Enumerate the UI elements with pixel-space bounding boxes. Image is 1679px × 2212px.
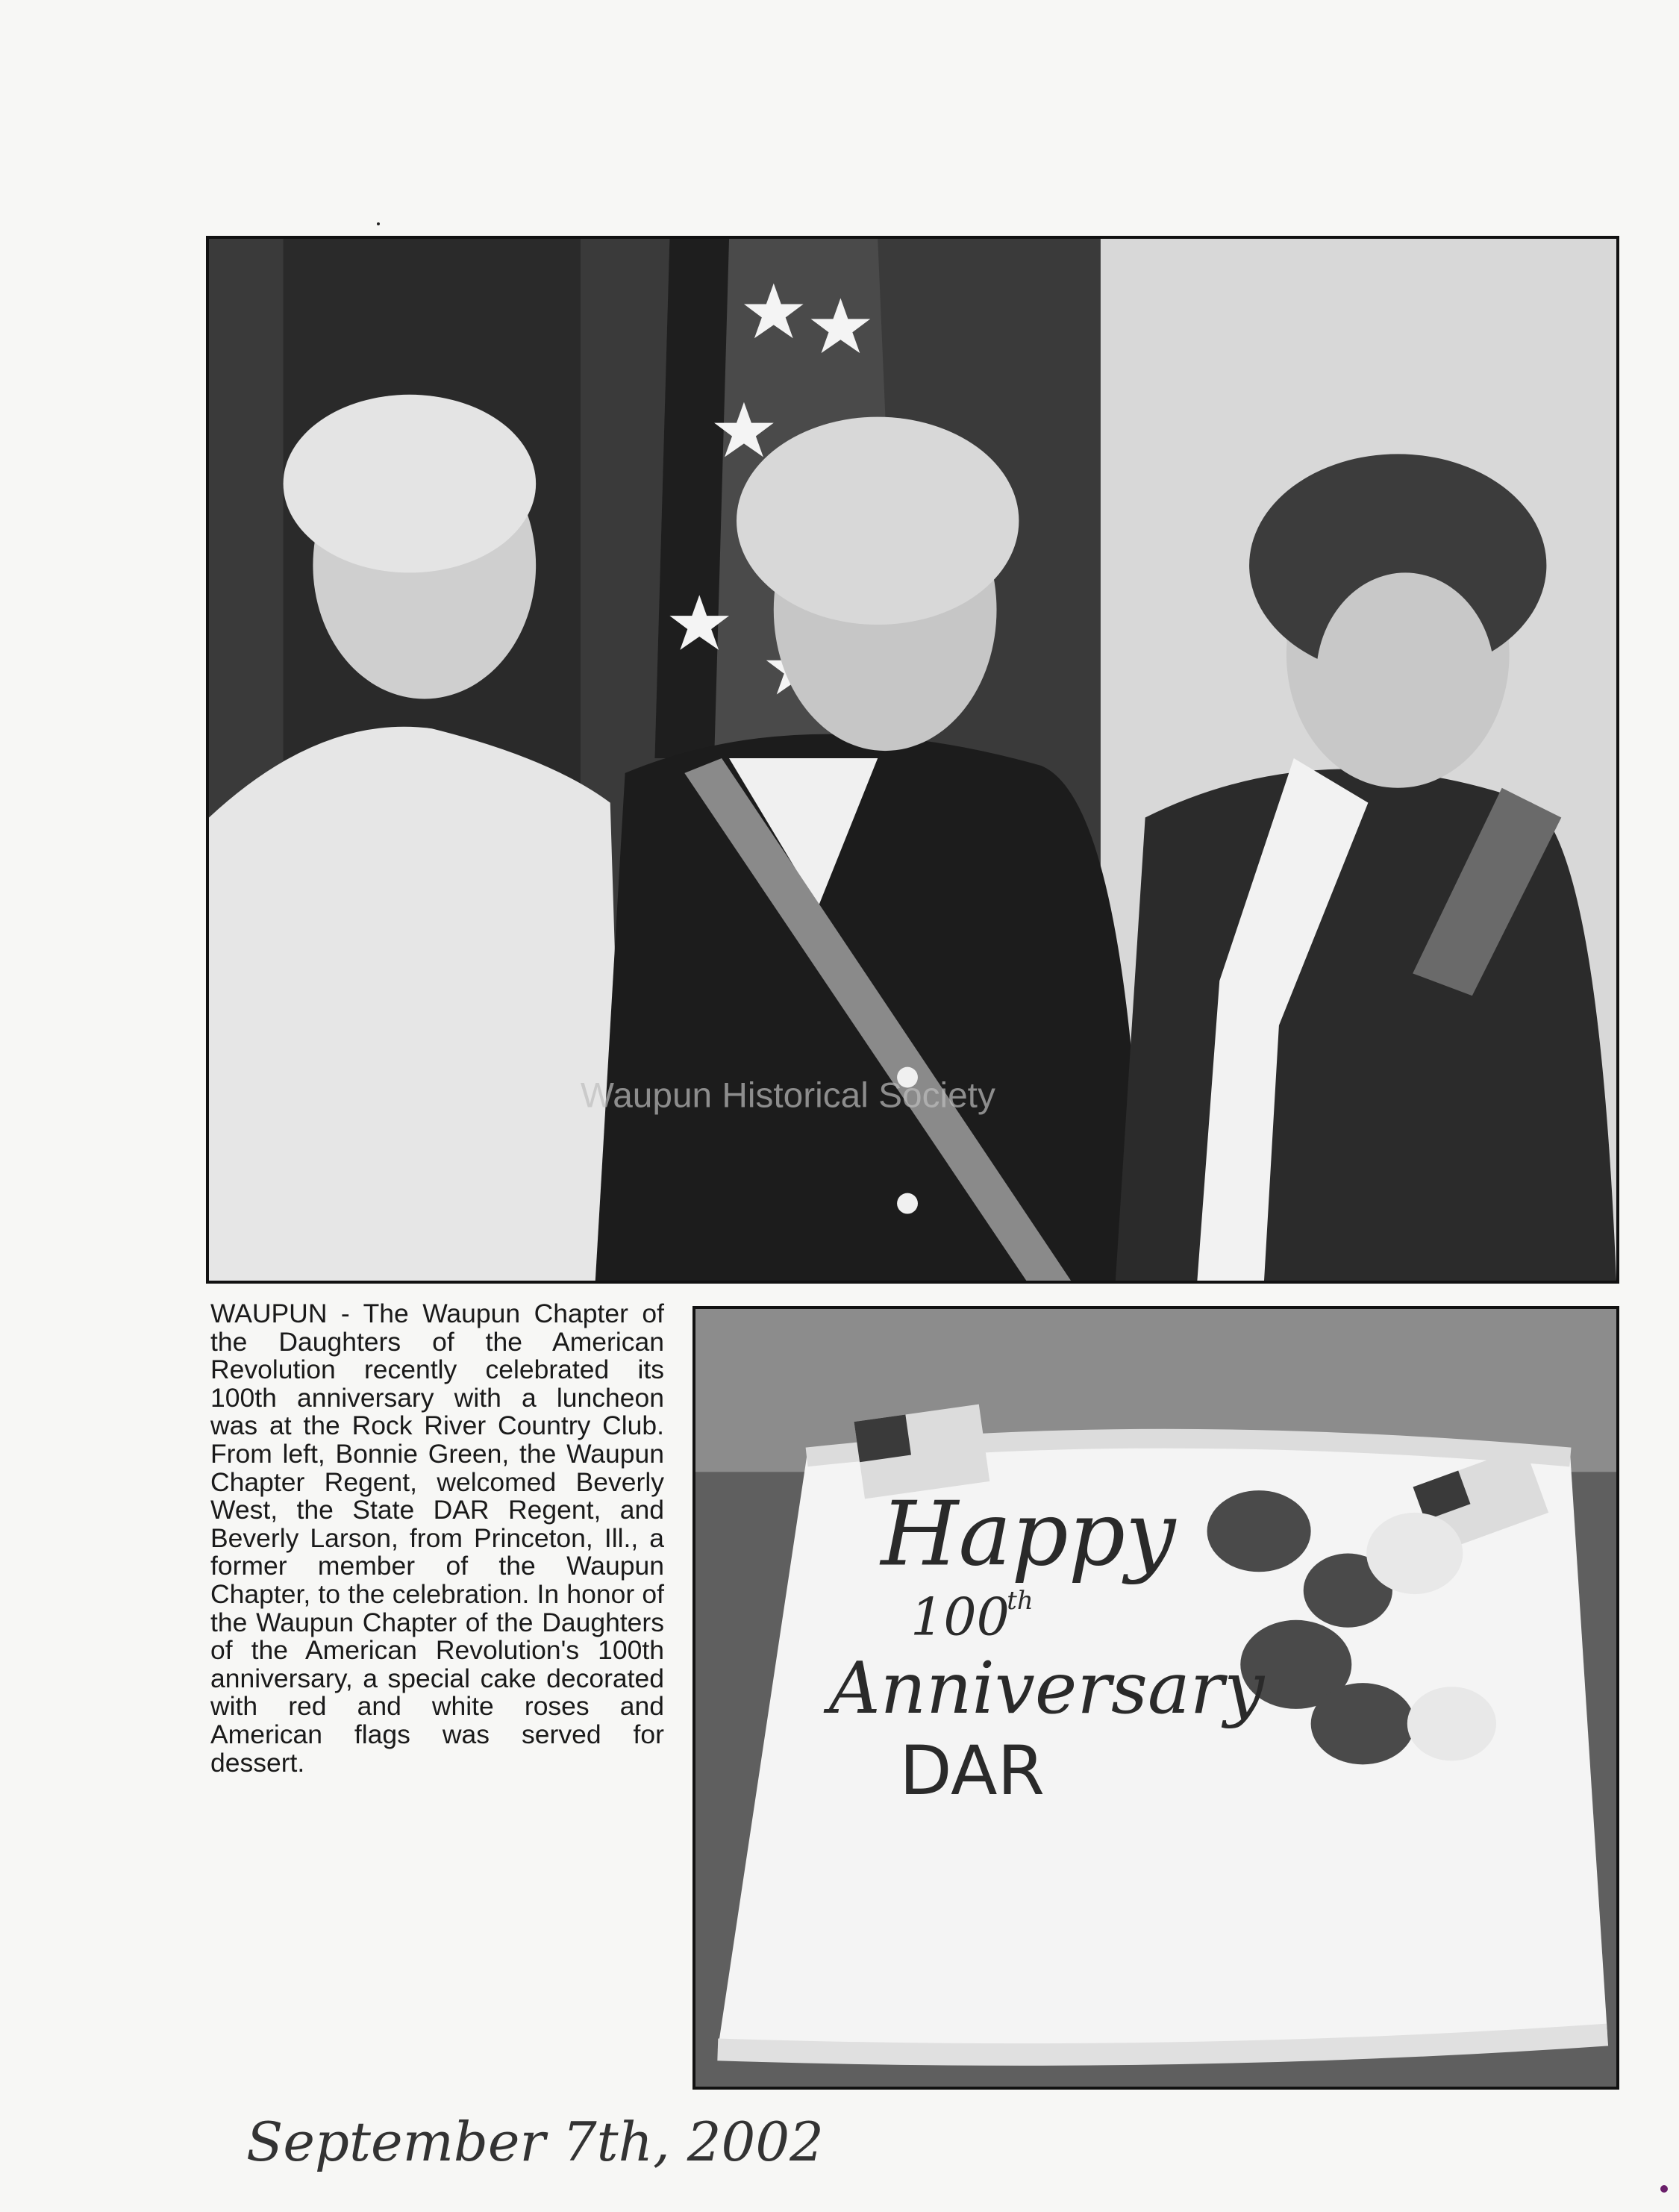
scan-speck (1660, 2185, 1668, 2193)
caption-text: WAUPUN - The Waupun Chapter of the Daughters of the American Revolution recently celebrated its 100th anniversary with a luncheon was at the Rock River Country Club. From left, Bonnie Green, the Waupun Chapter Regent, welcomed Beverly West, the State DAR Regent, and Beverly Larson, from Princeton, Ill., a former member of the Waupun Chapter, to the celebration. In honor of the Waupun Chapter of the Daughters of the American Revolution's 100th anniversary, a special cake decorated with red and white roses and American flags was served for dessert. (210, 1299, 664, 1778)
handwritten-date (239, 2097, 985, 2179)
cake-photo-image (695, 1309, 1616, 2087)
article-caption (210, 1300, 664, 1777)
group-photo (206, 236, 1619, 1284)
watermark: Waupun Historical Society (580, 1075, 995, 1116)
cake-text-anniversary: Anniversary (828, 1647, 1265, 1730)
cake-text-100: 100 (910, 1587, 1010, 1648)
handwritten-date-text: September 7th, 2002 (246, 2111, 824, 2173)
cake-text-th: th (1007, 1585, 1034, 1615)
group-photo-image (209, 239, 1616, 1281)
cake-text-happy: Happy (881, 1482, 1176, 1587)
cake-photo (692, 1306, 1619, 2090)
handwritten-date-image (239, 2097, 985, 2179)
cake-text-dar: DAR (899, 1731, 1045, 1810)
scan-speck (377, 222, 380, 225)
